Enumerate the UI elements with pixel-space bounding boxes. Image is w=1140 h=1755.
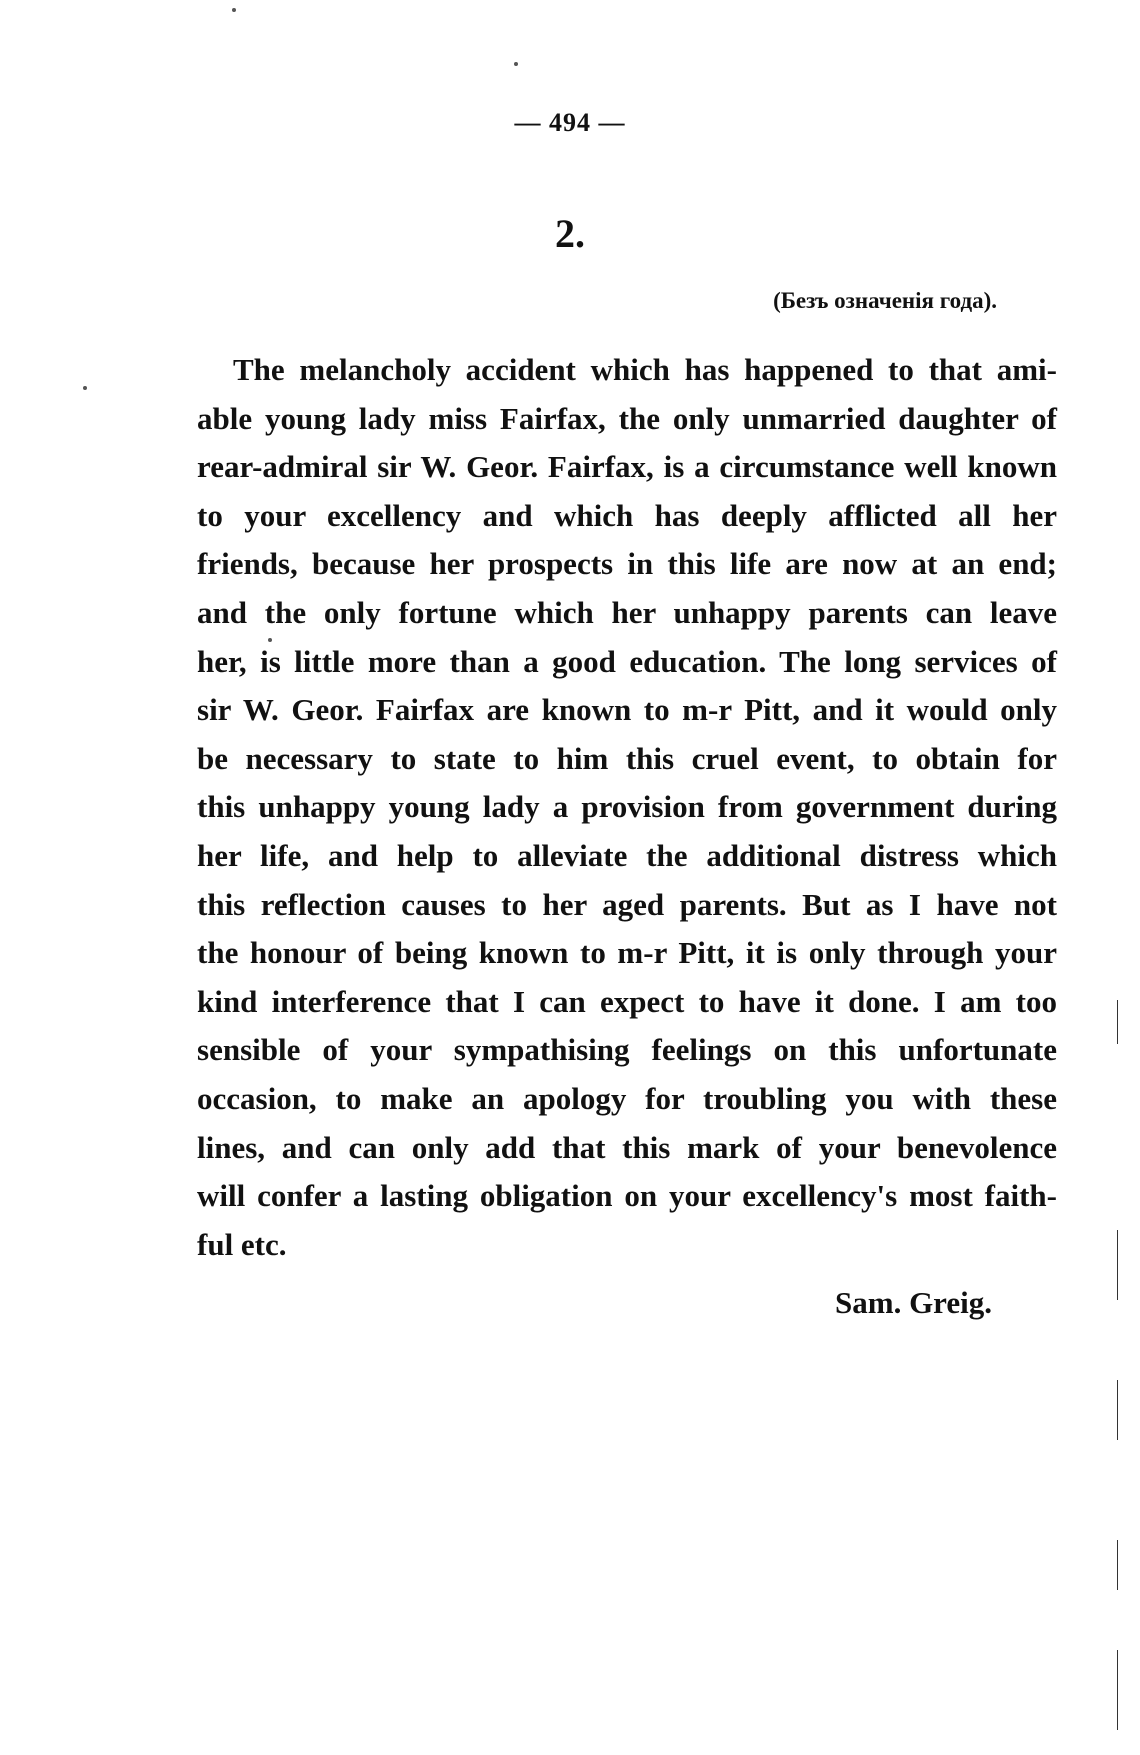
margin-mark [1117, 1230, 1118, 1300]
letter-line: sir W. Geor. Fairfax are known to m-r Pitt, and it would only [197, 692, 1057, 728]
letter-line: ful etc. [197, 1226, 287, 1262]
scan-speck [232, 8, 236, 12]
letter-line: The melancholy accident which has happened to that ami- [233, 352, 1057, 387]
letter-line: kind interference that I can expect to have it done. I am too [197, 983, 1057, 1019]
margin-mark [1117, 1540, 1118, 1590]
date-note: (Безъ означенія года). [773, 288, 997, 313]
margin-mark [1117, 1650, 1118, 1730]
letter-line: be necessary to state to him this cruel event, to obtain for [197, 740, 1057, 776]
letter-line: rear-admiral sir W. Geor. Fairfax, is a circumstance well known [197, 449, 1057, 485]
letter-line: the honour of being known to m-r Pitt, it is only through your [197, 935, 1057, 971]
letter-line: friends, because her prospects in this life are now at an end; [197, 546, 1057, 582]
letter-body [197, 346, 1057, 1269]
signature: Sam. Greig. [835, 1285, 992, 1320]
letter-line: her, is little more than a good education. The long services of [197, 643, 1057, 679]
letter-line: sensible of your sympathising feelings on this unfortunate [197, 1032, 1057, 1068]
section-number: 2. [555, 211, 585, 256]
scan-speck [83, 386, 87, 390]
letter-line: lines, and can only add that this mark of your benevolence [197, 1129, 1057, 1165]
page-number: — 494 — [514, 108, 626, 137]
letter-line: will confer a lasting obligation on your excellency's most faith- [197, 1178, 1057, 1214]
letter-line: her life, and help to alleviate the additional distress which [197, 837, 1057, 873]
margin-mark [1117, 1380, 1118, 1440]
letter-line: this unhappy young lady a provision from government during [197, 789, 1057, 825]
letter-line: occasion, to make an apology for troubling you with these [197, 1080, 1057, 1116]
scan-speck [514, 62, 518, 66]
letter-line: this reflection causes to her aged parents. But as I have not [197, 886, 1057, 922]
letter-line: able young lady miss Fairfax, the only unmarried daughter of [197, 400, 1057, 436]
letter-line: to your excellency and which has deeply afflicted all her [197, 497, 1057, 533]
margin-mark [1117, 1000, 1118, 1044]
letter-line: and the only fortune which her unhappy parents can leave [197, 594, 1057, 630]
